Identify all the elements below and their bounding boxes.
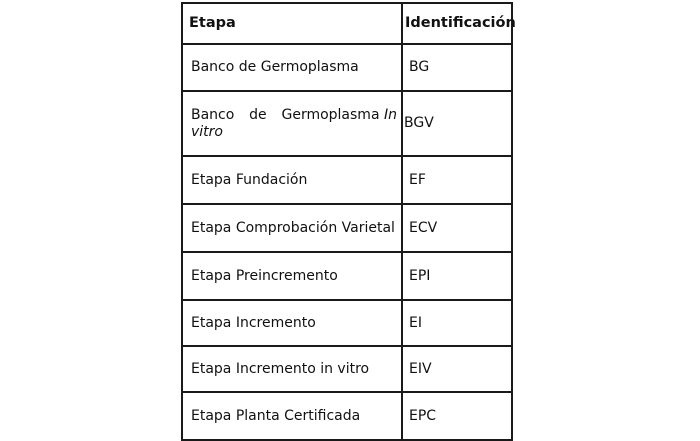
cell-etapa: Banco de Germoplasma (182, 44, 402, 91)
cell-identificacion: EIV (402, 346, 512, 392)
cell-etapa-word-group (281, 107, 397, 124)
cell-etapa-word: Germoplasma (281, 106, 380, 123)
cell-etapa: Etapa Fundación (182, 156, 402, 204)
cell-etapa: Etapa Incremento in vitro (182, 346, 402, 392)
cell-identificacion: ECV (402, 204, 512, 252)
cell-etapa-word: de (249, 106, 267, 123)
cell-etapa-line-2 (191, 124, 397, 141)
cell-etapa: Etapa Incremento (182, 300, 402, 346)
cell-etapa: Etapa Planta Certificada (182, 392, 402, 440)
cell-etapa: Etapa Preincremento (182, 252, 402, 300)
cell-identificacion: EF (402, 156, 512, 204)
cell-identificacion: EPC (402, 392, 512, 440)
table-row (182, 252, 512, 300)
cell-identificacion: BGV (402, 91, 512, 156)
cell-etapa-line-1 (191, 107, 397, 124)
table-row (182, 44, 512, 91)
header-identificacion: Identificación (402, 3, 512, 44)
cell-etapa-italic: In (383, 106, 397, 123)
stage-identification-table (181, 2, 516, 441)
table-row (182, 204, 512, 252)
table-row (182, 300, 512, 346)
cell-identificacion: BG (402, 44, 512, 91)
table-row (182, 346, 512, 392)
header-etapa: Etapa (182, 3, 402, 44)
table-row (182, 91, 512, 156)
cell-etapa-word: Banco (191, 106, 235, 123)
table-row (182, 156, 512, 204)
table-row (182, 392, 512, 440)
cell-identificacion: EI (402, 300, 512, 346)
cell-identificacion: EPI (402, 252, 512, 300)
cell-etapa-italic: vitro (191, 123, 223, 140)
table-header-row (182, 3, 512, 44)
cell-etapa: Etapa Comprobación Varietal (182, 204, 402, 252)
cell-etapa (182, 91, 402, 156)
